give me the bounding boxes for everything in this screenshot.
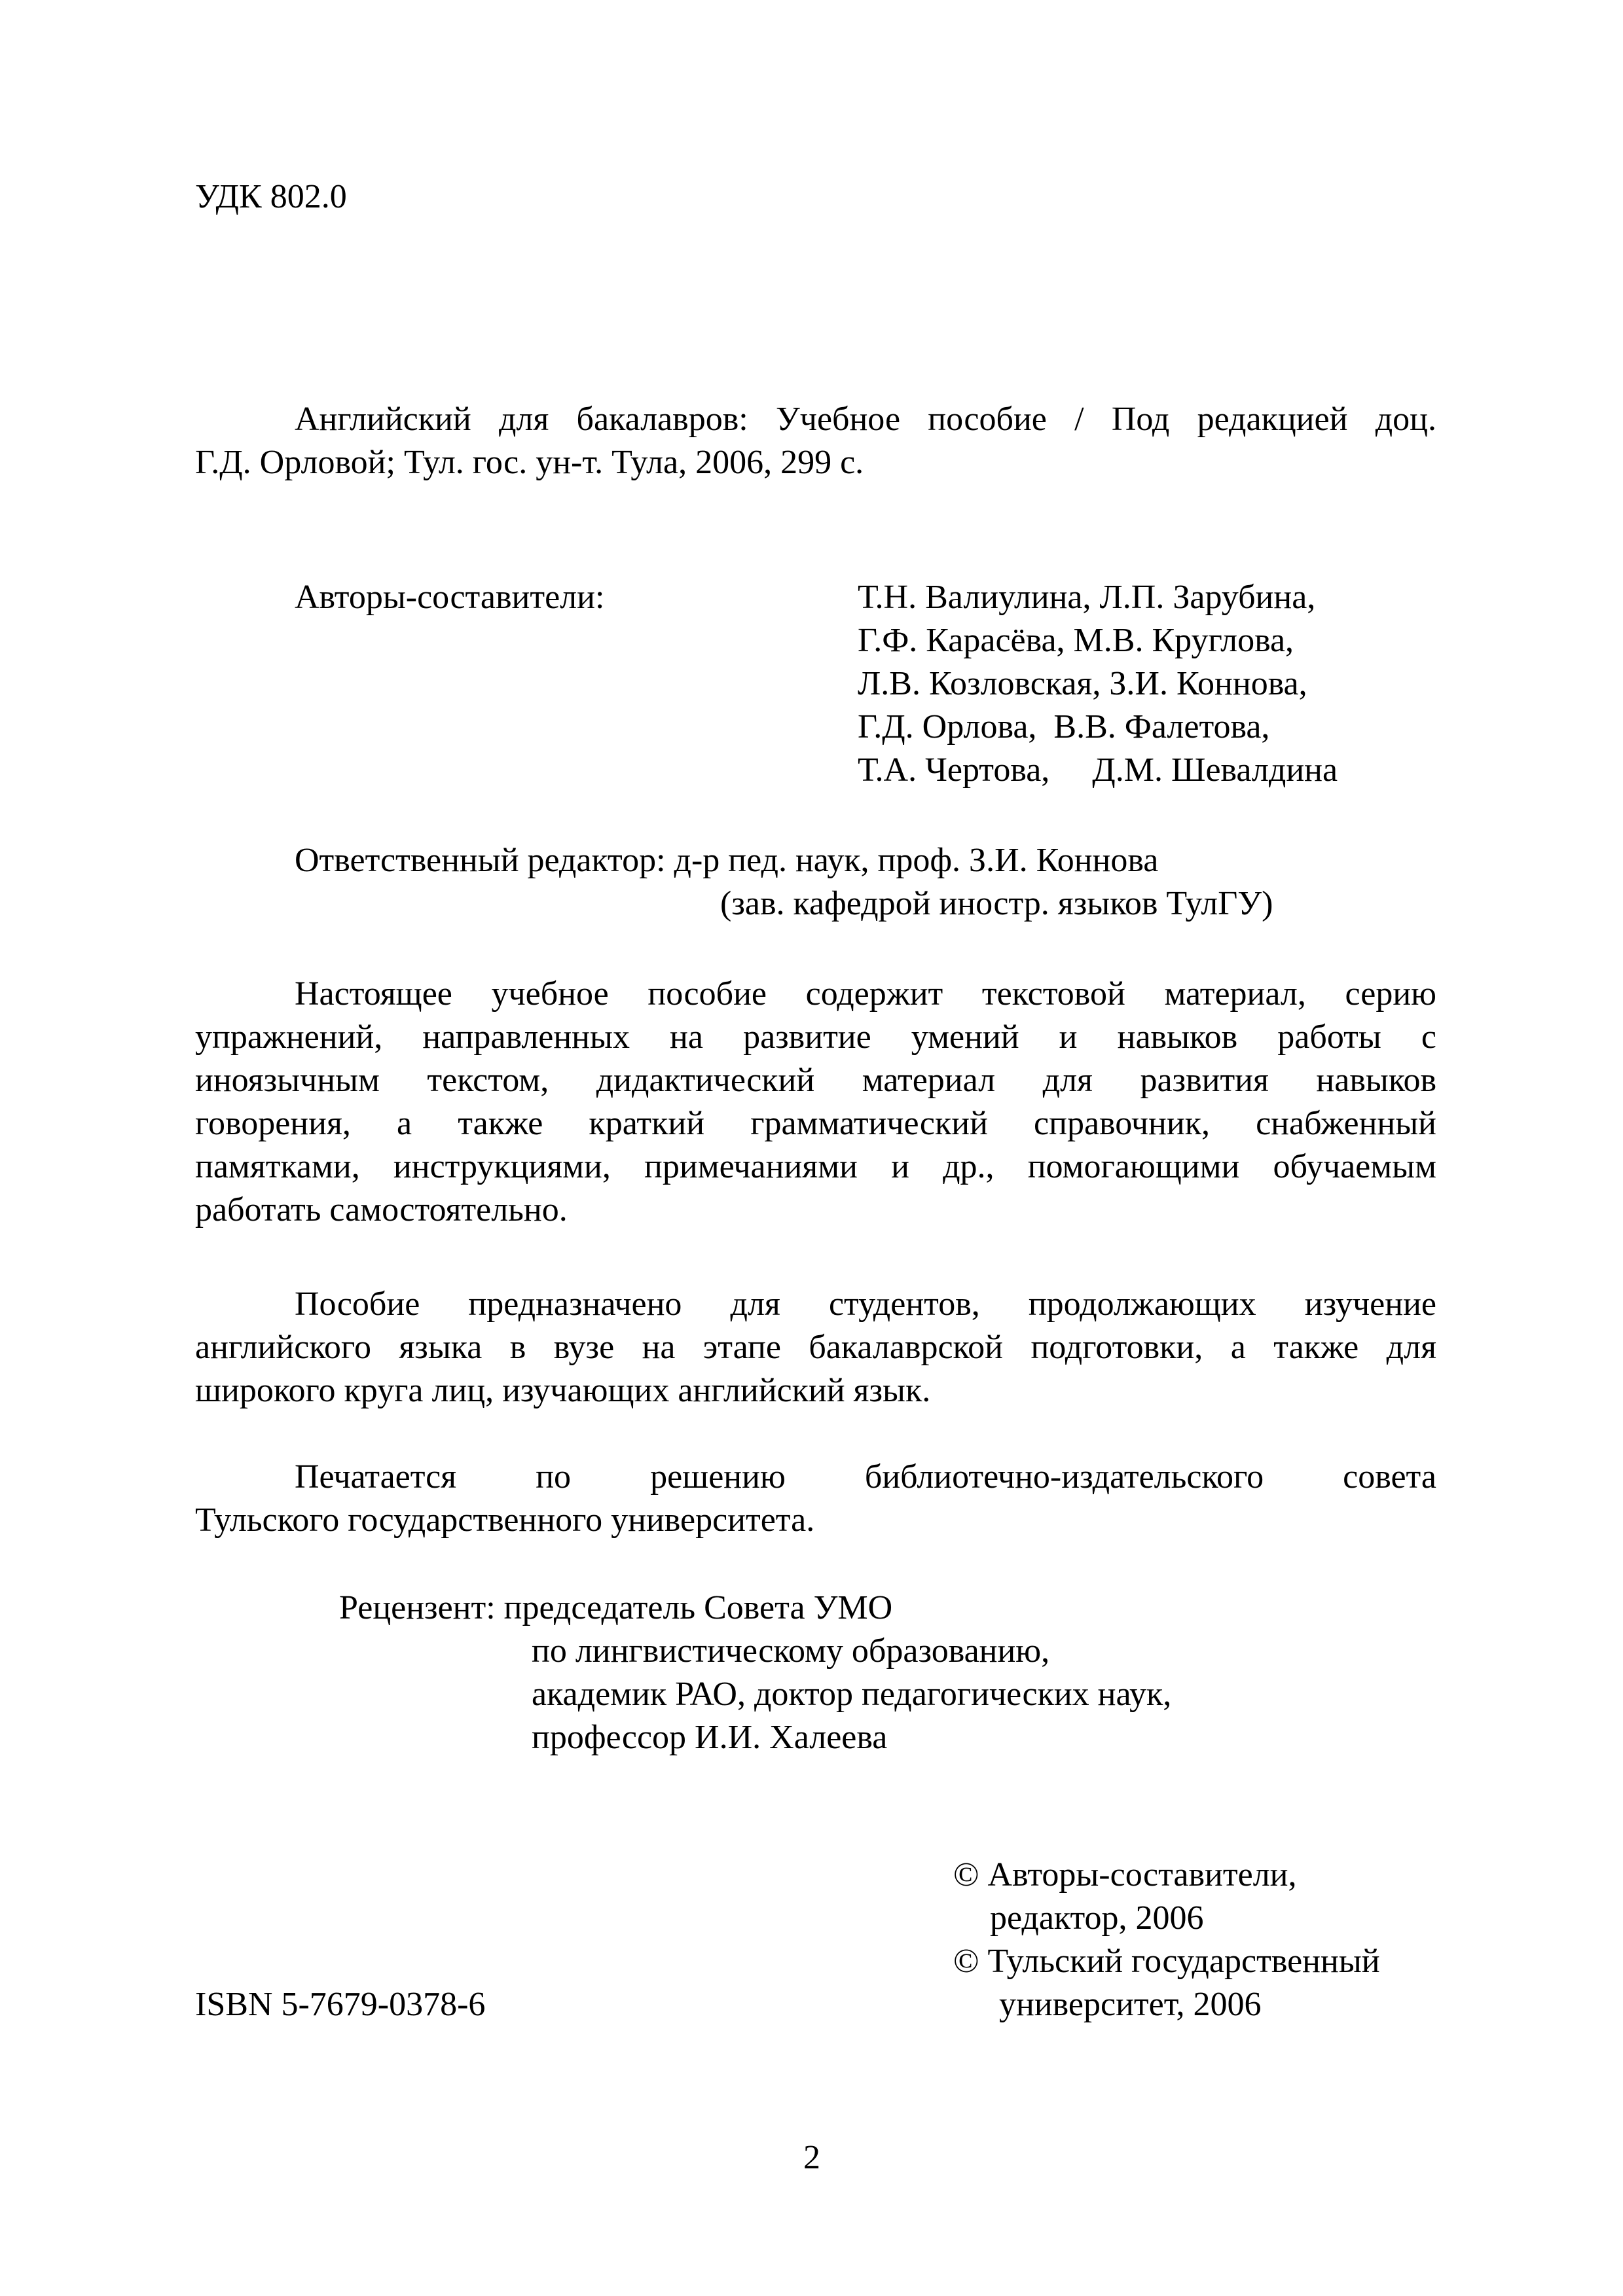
purpose-paragraph xyxy=(195,1283,1436,1412)
copyright-line-4: университет, 2006 xyxy=(999,1986,1262,2023)
authors-label: Авторы-составители: xyxy=(295,579,605,616)
citation-line-2: Г.Д. Орловой; Тул. гос. ун-т. Тула, 2006, 299 с. xyxy=(195,444,864,481)
approval-paragraph xyxy=(195,1456,1436,1542)
copyright-line-3: © Тульский государственный xyxy=(953,1943,1380,1980)
authors-line-2: Г.Ф. Карасёва, М.В. Круглова, xyxy=(858,622,1294,659)
reviewer-line-3: академик РАО, доктор педагогических наук, xyxy=(532,1676,1172,1713)
annotation-line-4: говорения, а также краткий грамматический справочник, снабженный xyxy=(195,1105,1436,1142)
approval-line-1: Печатается по решению библиотечно-издательского совета xyxy=(295,1458,1436,1496)
authors-line-5: Т.А. Чертова, Д.М. Шевалдина xyxy=(858,751,1338,789)
citation-line-1: Английский для бакалавров: Учебное пособие / Под редакцией доц. xyxy=(295,401,1436,438)
annotation-line-2: упражнений, направленных на развитие умений и навыков работы с xyxy=(195,1018,1436,1056)
authors-list xyxy=(858,576,1338,792)
editor-line-1: Ответственный редактор: д-р пед. наук, проф. З.И. Коннова xyxy=(295,842,1159,879)
citation-block xyxy=(195,398,1436,484)
copyright-line-1: © Авторы-составители, xyxy=(953,1856,1297,1893)
reviewer-line-1: Рецензент: председатель Совета УМО xyxy=(339,1589,893,1626)
authors-line-3: Л.В. Козловская, З.И. Коннова, xyxy=(858,665,1307,702)
annotation-paragraph xyxy=(195,973,1436,1232)
authors-line-1: Т.Н. Валиулина, Л.П. Зарубина, xyxy=(858,579,1316,616)
reviewer-block xyxy=(339,1587,1171,1759)
isbn: ISBN 5-7679-0378-6 xyxy=(195,1986,486,2023)
annotation-line-5: памятками, инструкциями, примечаниями и др., помогающими обучаемым xyxy=(195,1148,1436,1185)
udc-code: УДК 802.0 xyxy=(195,178,347,215)
copyright-block xyxy=(953,1854,1380,2026)
editor-line-2: (зав. кафедрой иностр. языков ТулГУ) xyxy=(720,885,1273,922)
annotation-line-6: работать самостоятельно. xyxy=(195,1191,568,1229)
purpose-line-1: Пособие предназначено для студентов, продолжающих изучение xyxy=(295,1285,1436,1323)
purpose-line-3: широкого круга лиц, изучающих английский язык. xyxy=(195,1372,931,1409)
purpose-line-2: английского языка в вузе на этапе бакалаврской подготовки, а также для xyxy=(195,1329,1436,1366)
approval-line-2: Тульского государственного университета. xyxy=(195,1501,815,1539)
annotation-line-1: Настоящее учебное пособие содержит текстовой материал, серию xyxy=(295,975,1436,1013)
reviewer-line-4: профессор И.И. Халеева xyxy=(532,1719,888,1756)
authors-line-4: Г.Д. Орлова, В.В. Фалетова, xyxy=(858,708,1270,745)
reviewer-line-2: по лингвистическому образованию, xyxy=(532,1632,1050,1670)
page-number: 2 xyxy=(803,2139,820,2176)
copyright-line-2: редактор, 2006 xyxy=(990,1899,1204,1937)
annotation-line-3: иноязычным текстом, дидактический материал для развития навыков xyxy=(195,1062,1436,1099)
editor-block xyxy=(295,839,1273,925)
